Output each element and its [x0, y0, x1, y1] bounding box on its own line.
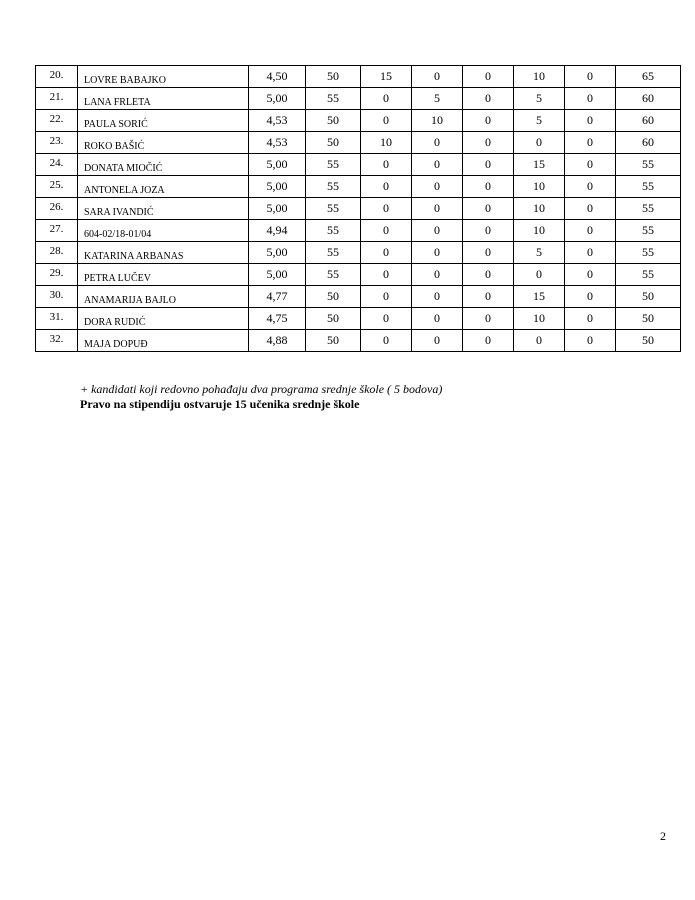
table-row [36, 242, 681, 264]
cell-total: 60 [616, 110, 681, 132]
cell-points-2: 0 [361, 88, 412, 110]
cell-points-2: 10 [361, 132, 412, 154]
cell-points-1: 55 [306, 242, 361, 264]
note-scholarship-count: Pravo na stipendiju ostvaruje 15 učenika srednje škole [80, 397, 360, 411]
cell-name: ANTONELA JOZA [78, 176, 249, 198]
cell-points-6: 0 [565, 66, 616, 88]
table-row [36, 286, 681, 308]
cell-name: MAJA DOPUĐ [78, 330, 249, 352]
cell-grade-average: 4,53 [249, 132, 306, 154]
cell-points-5: 15 [514, 154, 565, 176]
cell-points-1: 55 [306, 264, 361, 286]
cell-points-5: 10 [514, 66, 565, 88]
cell-points-3: 10 [412, 110, 463, 132]
cell-points-4: 0 [463, 286, 514, 308]
cell-points-1: 50 [306, 110, 361, 132]
cell-grade-average: 4,77 [249, 286, 306, 308]
cell-points-1: 55 [306, 220, 361, 242]
cell-grade-average: 4,75 [249, 308, 306, 330]
cell-points-5: 0 [514, 330, 565, 352]
cell-total: 50 [616, 286, 681, 308]
table-row [36, 330, 681, 352]
cell-points-1: 55 [306, 154, 361, 176]
cell-name: LANA FRLETA [78, 88, 249, 110]
cell-name: DONATA MIOČIĆ [78, 154, 249, 176]
cell-grade-average: 4,53 [249, 110, 306, 132]
cell-name: ROKO BAŠIĆ [78, 132, 249, 154]
cell-name: ANAMARIJA BAJLO [78, 286, 249, 308]
cell-points-5: 10 [514, 176, 565, 198]
table-row [36, 198, 681, 220]
cell-rank: 27. [36, 220, 78, 242]
cell-points-2: 0 [361, 198, 412, 220]
table-row [36, 88, 681, 110]
cell-points-1: 55 [306, 176, 361, 198]
cell-name: PETRA LUČEV [78, 264, 249, 286]
cell-points-4: 0 [463, 176, 514, 198]
cell-points-3: 0 [412, 66, 463, 88]
cell-total: 60 [616, 88, 681, 110]
cell-rank: 23. [36, 132, 78, 154]
cell-points-1: 50 [306, 66, 361, 88]
cell-total: 55 [616, 176, 681, 198]
cell-grade-average: 5,00 [249, 176, 306, 198]
cell-points-5: 10 [514, 220, 565, 242]
cell-points-4: 0 [463, 154, 514, 176]
cell-points-2: 15 [361, 66, 412, 88]
cell-rank: 26. [36, 198, 78, 220]
cell-points-1: 50 [306, 330, 361, 352]
cell-points-6: 0 [565, 132, 616, 154]
cell-points-5: 5 [514, 242, 565, 264]
cell-points-1: 50 [306, 132, 361, 154]
cell-points-3: 0 [412, 242, 463, 264]
cell-points-4: 0 [463, 308, 514, 330]
cell-points-6: 0 [565, 308, 616, 330]
cell-grade-average: 4,50 [249, 66, 306, 88]
cell-points-6: 0 [565, 220, 616, 242]
cell-points-4: 0 [463, 264, 514, 286]
cell-points-2: 0 [361, 286, 412, 308]
note-double-program: + kandidati koji redovno pohađaju dva programa srednje škole ( 5 bodova) [80, 382, 443, 396]
cell-points-3: 0 [412, 154, 463, 176]
cell-total: 60 [616, 132, 681, 154]
cell-points-3: 0 [412, 198, 463, 220]
cell-points-3: 0 [412, 176, 463, 198]
cell-points-4: 0 [463, 242, 514, 264]
table-row [36, 264, 681, 286]
cell-total: 55 [616, 154, 681, 176]
table-row [36, 220, 681, 242]
cell-points-2: 0 [361, 154, 412, 176]
cell-points-3: 0 [412, 264, 463, 286]
cell-grade-average: 5,00 [249, 264, 306, 286]
cell-points-5: 0 [514, 132, 565, 154]
cell-points-6: 0 [565, 154, 616, 176]
cell-total: 55 [616, 264, 681, 286]
cell-points-5: 10 [514, 308, 565, 330]
cell-name: KATARINA ARBANAS [78, 242, 249, 264]
cell-points-2: 0 [361, 308, 412, 330]
cell-points-5: 10 [514, 198, 565, 220]
cell-points-2: 0 [361, 220, 412, 242]
cell-rank: 20. [36, 66, 78, 88]
cell-points-5: 0 [514, 264, 565, 286]
cell-total: 55 [616, 220, 681, 242]
cell-grade-average: 5,00 [249, 88, 306, 110]
scholarship-ranking-table [35, 65, 681, 352]
cell-points-2: 0 [361, 176, 412, 198]
cell-points-4: 0 [463, 132, 514, 154]
cell-points-6: 0 [565, 198, 616, 220]
cell-points-3: 5 [412, 88, 463, 110]
cell-total: 55 [616, 198, 681, 220]
cell-name: PAULA SORIĆ [78, 110, 249, 132]
table-row [36, 110, 681, 132]
cell-total: 55 [616, 242, 681, 264]
cell-points-6: 0 [565, 286, 616, 308]
page-number: 2 [660, 829, 666, 843]
cell-points-5: 5 [514, 110, 565, 132]
cell-rank: 29. [36, 264, 78, 286]
cell-grade-average: 5,00 [249, 154, 306, 176]
cell-total: 65 [616, 66, 681, 88]
cell-points-6: 0 [565, 176, 616, 198]
cell-rank: 24. [36, 154, 78, 176]
table-row [36, 308, 681, 330]
cell-points-6: 0 [565, 88, 616, 110]
cell-points-2: 0 [361, 110, 412, 132]
cell-total: 50 [616, 308, 681, 330]
cell-points-3: 0 [412, 286, 463, 308]
cell-points-4: 0 [463, 198, 514, 220]
cell-rank: 31. [36, 308, 78, 330]
cell-points-1: 55 [306, 198, 361, 220]
cell-name: DORA RUDIĆ [78, 308, 249, 330]
cell-points-3: 0 [412, 330, 463, 352]
cell-points-2: 0 [361, 242, 412, 264]
cell-name: SARA IVANDIĆ [78, 198, 249, 220]
cell-grade-average: 5,00 [249, 242, 306, 264]
cell-points-1: 55 [306, 88, 361, 110]
cell-points-6: 0 [565, 242, 616, 264]
cell-points-4: 0 [463, 110, 514, 132]
cell-rank: 21. [36, 88, 78, 110]
cell-points-4: 0 [463, 88, 514, 110]
cell-points-2: 0 [361, 330, 412, 352]
cell-rank: 25. [36, 176, 78, 198]
cell-points-4: 0 [463, 66, 514, 88]
table-body [36, 66, 681, 352]
cell-grade-average: 4,94 [249, 220, 306, 242]
cell-points-6: 0 [565, 110, 616, 132]
table-row [36, 132, 681, 154]
cell-rank: 28. [36, 242, 78, 264]
cell-grade-average: 5,00 [249, 198, 306, 220]
cell-points-3: 0 [412, 308, 463, 330]
cell-points-1: 50 [306, 286, 361, 308]
cell-points-6: 0 [565, 264, 616, 286]
cell-points-3: 0 [412, 220, 463, 242]
cell-rank: 32. [36, 330, 78, 352]
table-row [36, 154, 681, 176]
cell-points-4: 0 [463, 220, 514, 242]
table-row [36, 176, 681, 198]
cell-rank: 22. [36, 110, 78, 132]
cell-grade-average: 4,88 [249, 330, 306, 352]
cell-points-6: 0 [565, 330, 616, 352]
cell-points-5: 5 [514, 88, 565, 110]
cell-points-3: 0 [412, 132, 463, 154]
cell-rank: 30. [36, 286, 78, 308]
cell-points-5: 15 [514, 286, 565, 308]
notes [80, 382, 442, 412]
cell-name: 604-02/18-01/04 [78, 220, 249, 242]
cell-points-4: 0 [463, 330, 514, 352]
cell-points-2: 0 [361, 264, 412, 286]
cell-points-1: 50 [306, 308, 361, 330]
cell-total: 50 [616, 330, 681, 352]
table-row [36, 66, 681, 88]
cell-name: LOVRE BABAJKO [78, 66, 249, 88]
